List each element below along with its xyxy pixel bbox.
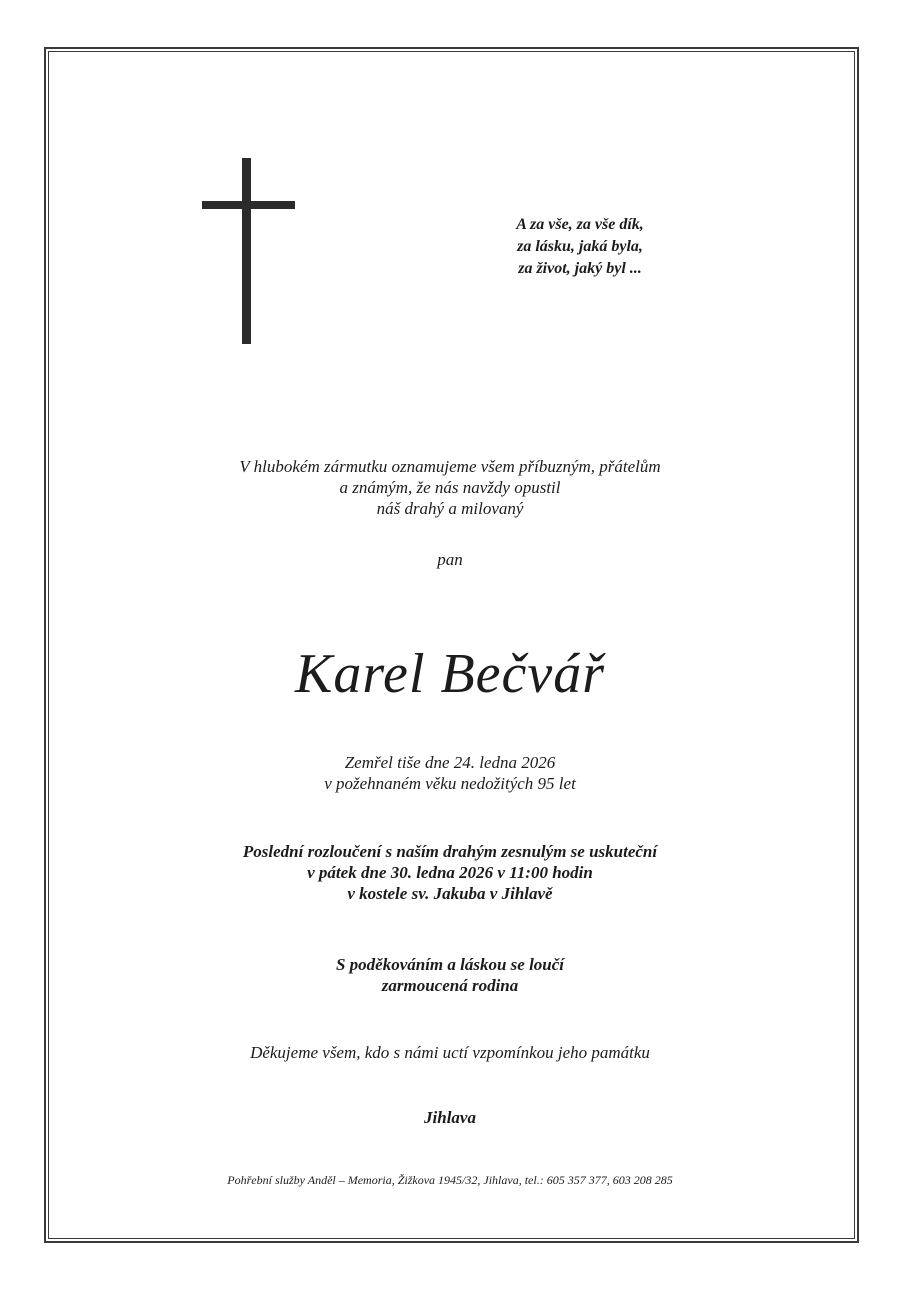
announcement-text bbox=[50, 456, 850, 519]
deceased-name: Karel Bečvář bbox=[294, 643, 606, 705]
motto-line: A za vše, za vše dík, bbox=[516, 216, 644, 233]
funeral-info-line: v kostele sv. Jakuba v Jihlavě bbox=[347, 884, 553, 903]
motto-line: za život, jaký byl ... bbox=[518, 260, 642, 277]
death-info-line: v požehnaném věku nedožitých 95 let bbox=[324, 774, 576, 793]
announcement-line: a známým, že nás navždy opustil bbox=[339, 478, 561, 497]
farewell-line: zarmoucená rodina bbox=[381, 976, 519, 995]
gratitude-text: Děkujeme všem, kdo s námi uctí vzpomínkou jeho památku bbox=[250, 1043, 650, 1062]
family-farewell bbox=[50, 954, 850, 996]
announcement-line: náš drahý a milovaný bbox=[376, 499, 524, 518]
announcement-line: V hlubokém zármutku oznamujeme všem příbuzným, přátelům bbox=[239, 457, 661, 476]
cross-icon-vertical bbox=[242, 158, 251, 344]
farewell-line: S poděkováním a láskou se loučí bbox=[335, 955, 565, 974]
motto-line: za lásku, jaká byla, bbox=[517, 238, 643, 255]
death-info bbox=[50, 752, 850, 794]
city-name: Jihlava bbox=[424, 1108, 476, 1127]
funeral-info-line: Poslední rozloučení s naším drahým zesnulým se uskuteční bbox=[242, 842, 658, 861]
honorific: pan bbox=[437, 550, 463, 569]
memorial-motto bbox=[470, 214, 690, 280]
death-info-line: Zemřel tiše dne 24. ledna 2026 bbox=[344, 753, 556, 772]
funeral-info-line: v pátek dne 30. ledna 2026 v 11:00 hodin bbox=[307, 863, 593, 882]
funeral-home-footer: Pohřební služby Anděl – Memoria, Žižkova 1945/32, Jihlava, tel.: 605 357 377, 603 208 285 bbox=[227, 1173, 673, 1187]
cross-icon-horizontal bbox=[202, 201, 295, 209]
funeral-info bbox=[50, 841, 850, 904]
